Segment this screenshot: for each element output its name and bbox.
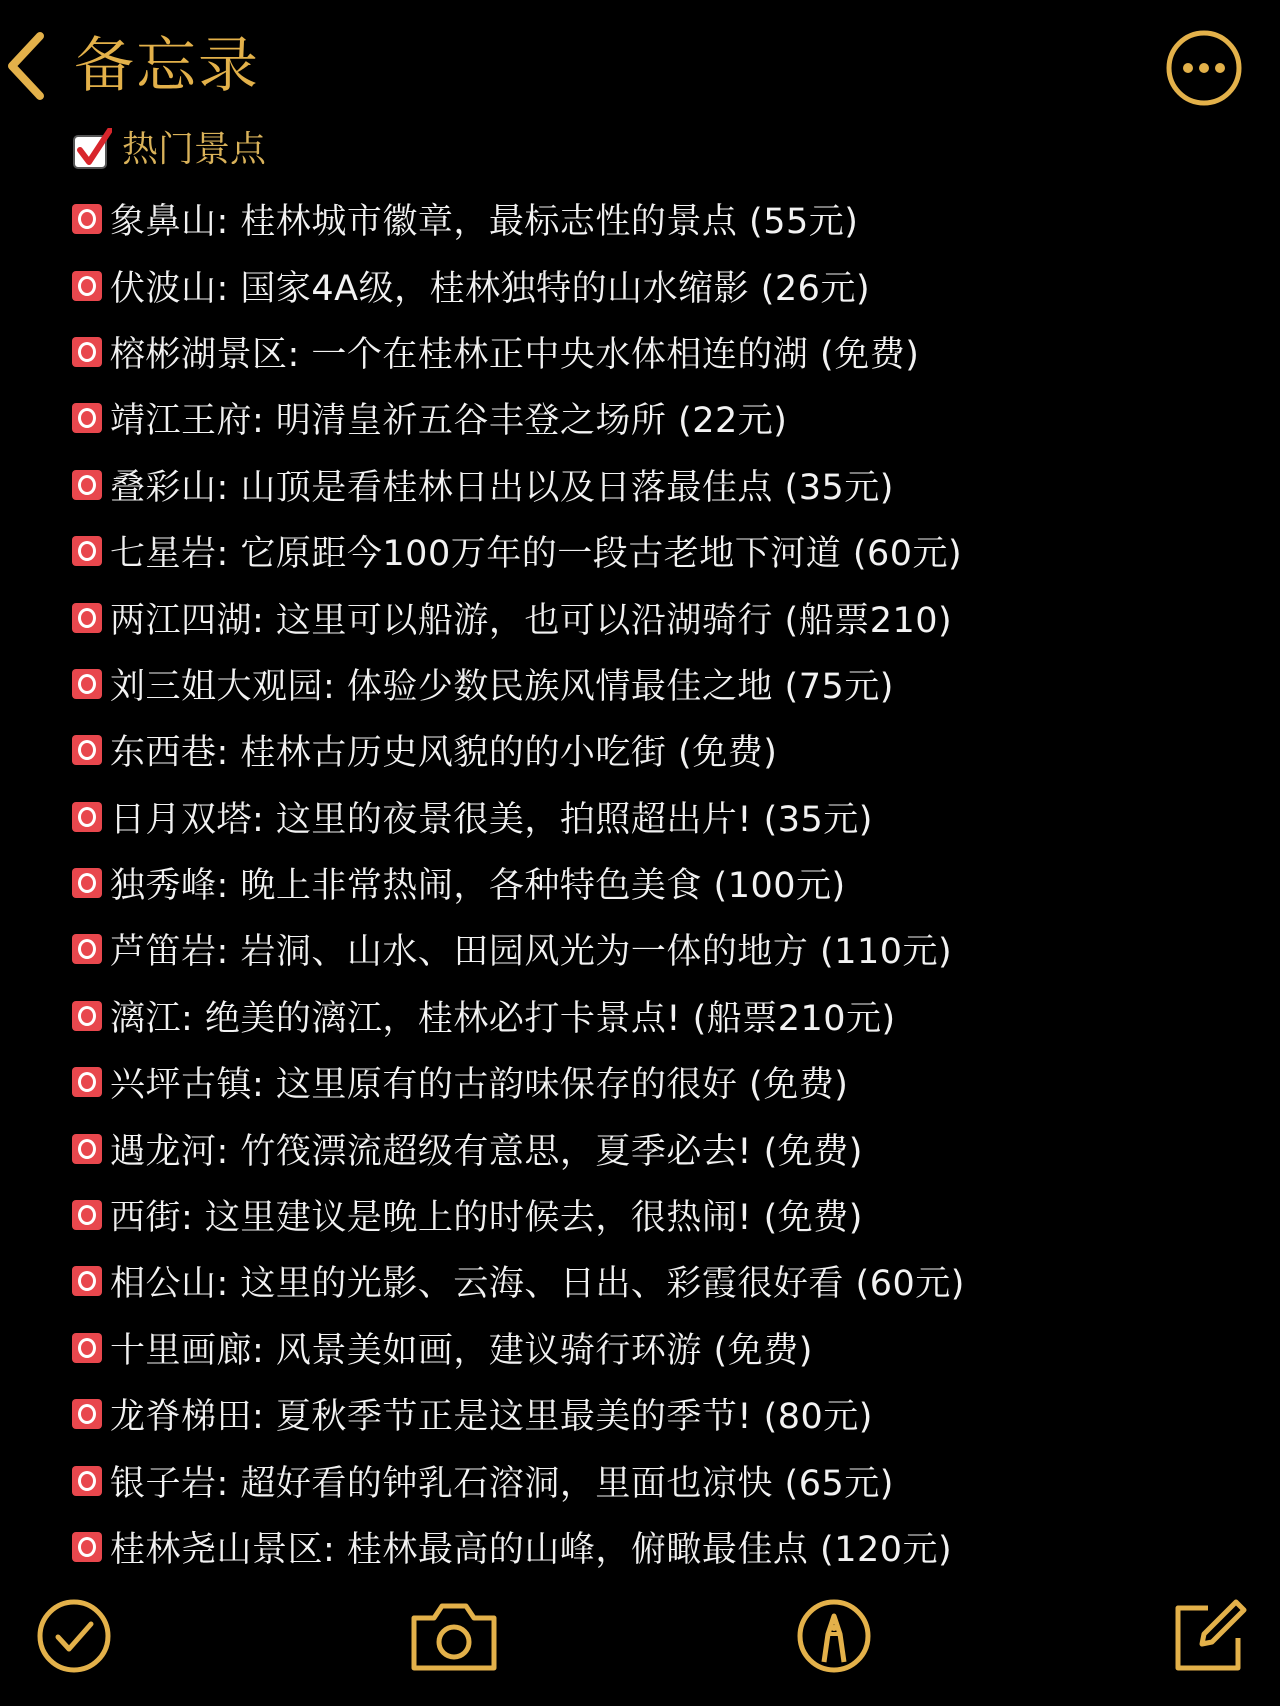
list-item-text: 伏波山: 国家4A级，桂林独特的山水缩影 (26元): [110, 268, 871, 309]
list-item-text: 遇龙河: 竹筏漂流超级有意思，夏季必去! (免费): [110, 1131, 863, 1172]
list-item: [72, 1315, 1252, 1381]
red-o-bullet-icon: [72, 337, 102, 367]
list-item-text: 芦笛岩: 岩洞、山水、田园风光为一体的地方 (110元): [110, 932, 953, 973]
list-item: [72, 252, 1252, 318]
red-o-bullet-icon: [72, 1466, 102, 1496]
list-item-text: 龙脊梯田: 夏秋季节正是这里最美的季节! (80元): [110, 1397, 873, 1438]
red-o-bullet-icon: [72, 470, 102, 500]
list-item-text: 刘三姐大观园: 体验少数民族风情最佳之地 (75元): [110, 666, 894, 707]
note-body[interactable]: [72, 122, 1252, 1580]
back-button[interactable]: [6, 26, 260, 106]
navigation-bar: [0, 0, 1280, 130]
bottom-toolbar: [0, 1596, 1280, 1686]
list-item-text: 银子岩: 超好看的钟乳石溶洞，里面也凉快 (65元): [110, 1463, 894, 1504]
list-item-text: 七星岩: 它原距今100万年的一段古老地下河道 (60元): [110, 534, 963, 575]
list-item: [72, 452, 1252, 518]
red-o-bullet-icon: [72, 603, 102, 633]
camera-button[interactable]: [406, 1596, 502, 1676]
red-o-bullet-icon: [72, 1134, 102, 1164]
list-item: [72, 518, 1252, 584]
red-o-bullet-icon: [72, 735, 102, 765]
red-o-bullet-icon: [72, 1266, 102, 1296]
compose-icon: [1168, 1596, 1248, 1676]
red-o-bullet-icon: [72, 1532, 102, 1562]
attraction-list: [72, 186, 1252, 1580]
list-item-text: 桂林尧山景区: 桂林最高的山峰，俯瞰最佳点 (120元): [110, 1530, 953, 1570]
list-item-text: 漓江: 绝美的漓江，桂林必打卡景点! (船票210元): [110, 998, 896, 1039]
red-o-bullet-icon: [72, 403, 102, 433]
list-item-text: 叠彩山: 山顶是看桂林日出以及日落最佳点 (35元): [110, 467, 894, 508]
chevron-left-icon: [6, 30, 46, 102]
red-o-bullet-icon: [72, 934, 102, 964]
red-o-bullet-icon: [72, 536, 102, 566]
list-item-text: 相公山: 这里的光影、云海、日出、彩霞很好看 (60元): [110, 1264, 965, 1305]
list-item: [72, 385, 1252, 451]
list-item-text: 十里画廊: 风景美如画，建议骑行环游 (免费): [110, 1330, 813, 1371]
list-item: [72, 1514, 1252, 1580]
list-item-text: 东西巷: 桂林古历史风貌的的小吃街 (免费): [110, 733, 778, 774]
ellipsis-circle-icon: [1164, 28, 1244, 108]
camera-icon: [406, 1596, 502, 1676]
red-o-bullet-icon: [72, 271, 102, 301]
red-o-bullet-icon: [72, 204, 102, 234]
list-item: [72, 850, 1252, 916]
checklist-button[interactable]: [34, 1596, 114, 1676]
more-button[interactable]: [1164, 28, 1244, 108]
list-item: [72, 784, 1252, 850]
red-o-bullet-icon: [72, 1067, 102, 1097]
list-item-text: 靖江王府: 明清皇祈五谷丰登之场所 (22元): [110, 401, 788, 442]
compose-button[interactable]: [1168, 1596, 1248, 1676]
checklist-icon: [34, 1596, 114, 1676]
list-item: [72, 1447, 1252, 1513]
list-item: [72, 1248, 1252, 1314]
list-item-text: 象鼻山: 桂林城市徽章，最标志性的景点 (55元): [110, 202, 859, 243]
list-item-text: 兴坪古镇: 这里原有的古韵味保存的很好 (免费): [110, 1065, 849, 1106]
markup-button[interactable]: [794, 1596, 874, 1676]
list-item-text: 西街: 这里建议是晚上的时候去，很热闹! (免费): [110, 1198, 863, 1239]
list-item: [72, 651, 1252, 717]
red-o-bullet-icon: [72, 1001, 102, 1031]
list-item: [72, 717, 1252, 783]
markup-pen-icon: [794, 1596, 874, 1676]
list-item: [72, 916, 1252, 982]
list-item: [72, 1182, 1252, 1248]
red-o-bullet-icon: [72, 868, 102, 898]
note-heading-text: 热门景点: [122, 129, 267, 170]
checkbox-checked-icon: [72, 128, 112, 172]
note-heading: [72, 122, 1252, 178]
list-item: [72, 1115, 1252, 1181]
red-o-bullet-icon: [72, 802, 102, 832]
list-item: [72, 1381, 1252, 1447]
red-o-bullet-icon: [72, 1200, 102, 1230]
red-o-bullet-icon: [72, 1333, 102, 1363]
list-item: [72, 319, 1252, 385]
list-item: [72, 983, 1252, 1049]
back-label: 备忘录: [74, 31, 260, 101]
red-o-bullet-icon: [72, 1399, 102, 1429]
list-item-text: 日月双塔: 这里的夜景很美，拍照超出片! (35元): [110, 799, 873, 840]
list-item: [72, 186, 1252, 252]
red-o-bullet-icon: [72, 669, 102, 699]
list-item: [72, 584, 1252, 650]
list-item-text: 独秀峰: 晚上非常热闹，各种特色美食 (100元): [110, 866, 846, 907]
list-item-text: 榕彬湖景区: 一个在桂林正中央水体相连的湖 (免费): [110, 334, 920, 375]
list-item-text: 两江四湖: 这里可以船游，也可以沿湖骑行 (船票210): [110, 600, 953, 641]
list-item: [72, 1049, 1252, 1115]
